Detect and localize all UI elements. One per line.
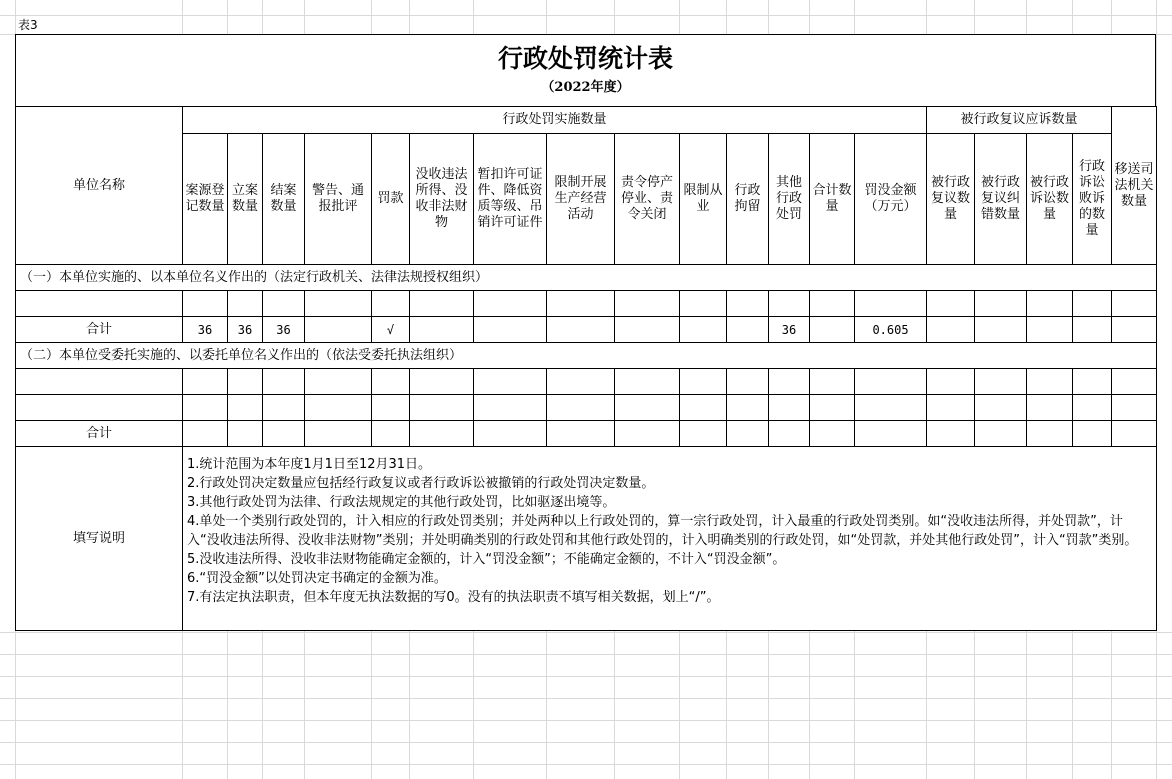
- total-label: 合计: [16, 317, 183, 343]
- column-header: 责令停产停业、责令关闭: [615, 134, 680, 265]
- column-header: 被行政复议纠错数量: [975, 134, 1027, 265]
- note-line: 5.没收违法所得、没收非法财物能确定金额的，计入“罚没金额”；不能确定金额的，不计入“罚没金额”。: [187, 552, 786, 567]
- total-value: [1073, 317, 1112, 343]
- total-value: [1027, 317, 1073, 343]
- column-header: 被行政复议数量: [927, 134, 975, 265]
- total-value: [547, 317, 615, 343]
- title-area: [15, 34, 1156, 106]
- page-title: 行政处罚统计表: [497, 44, 673, 73]
- note-line: 4.单处一个类别行政处罚的，计入相应的行政处罚类别；并处两种以上行政处罚的，算一宗行政处罚，计入最重的行政处罚类别。如“没收违法所得，并处罚款”，计入“没收违法所得、没收非法财物”类别；并处明确类别的行政处罚和其他行政处罚的，计入明确类别的行政处罚，如“处罚款，并处其他行政处罚”，计入“罚款”类别。: [187, 514, 1138, 548]
- page-subtitle: （2022年度）: [541, 80, 630, 95]
- total-label: 合计: [16, 421, 183, 447]
- note-line: 3.其他行政处罚为法律、行政法规规定的其他行政处罚，比如驱逐出境等。: [187, 495, 616, 510]
- note-line: 1.统计范围为本年度1月1日至12月31日。: [187, 457, 432, 472]
- notes-label: 填写说明: [16, 447, 183, 631]
- column-header: 警告、通报批评: [305, 134, 372, 265]
- note-line: 6.“罚没金额”以处罚决定书确定的金额为准。: [187, 571, 447, 586]
- section-1-total-row: [16, 317, 1157, 343]
- total-value: [410, 317, 474, 343]
- sheet-label: 表3: [18, 18, 38, 32]
- total-value: 36: [263, 317, 305, 343]
- statistics-table: [15, 106, 1157, 631]
- column-header: 立案数量: [228, 134, 263, 265]
- header-transfer: 移送司法机关数量: [1112, 107, 1157, 265]
- header-unit-name: 单位名称: [16, 107, 183, 265]
- header-group-review: 被行政复议应诉数量: [927, 107, 1112, 134]
- column-header: 行政拘留: [727, 134, 769, 265]
- table-row: [16, 291, 1157, 317]
- header-group-implementation: 行政处罚实施数量: [183, 107, 927, 134]
- section-2-label: （二）本单位受委托实施的、以委托单位名义作出的（依法受委托执法组织）: [16, 343, 1157, 369]
- column-header: 限制开展生产经营活动: [547, 134, 615, 265]
- column-header: 限制从业: [680, 134, 727, 265]
- total-value: [810, 317, 855, 343]
- column-header: 罚款: [372, 134, 410, 265]
- table-row: [16, 369, 1157, 395]
- column-header: 结案数量: [263, 134, 305, 265]
- total-value: [727, 317, 769, 343]
- total-value: [474, 317, 547, 343]
- note-line: 7.有法定执法职责，但本年度无执法数据的写0。没有的执法职责不填写相关数据，划上“/”。: [187, 590, 720, 605]
- note-line: 2.行政处罚决定数量应包括经行政复议或者行政诉讼被撤销的行政处罚决定数量。: [187, 476, 655, 491]
- column-header: 没收违法所得、没收非法财物: [410, 134, 474, 265]
- total-value: [615, 317, 680, 343]
- column-header: 案源登记数量: [183, 134, 228, 265]
- section-2-total-row: [16, 421, 1157, 447]
- total-value: 36: [769, 317, 810, 343]
- notes-content: [183, 447, 1157, 631]
- total-value: [680, 317, 727, 343]
- total-value: 36: [183, 317, 228, 343]
- total-value: 0.605: [855, 317, 927, 343]
- table-row: [16, 395, 1157, 421]
- total-value: [305, 317, 372, 343]
- total-value: √: [372, 317, 410, 343]
- column-header: 罚没金额（万元）: [855, 134, 927, 265]
- column-header: 被行政诉讼数量: [1027, 134, 1073, 265]
- section-1-label: （一）本单位实施的、以本单位名义作出的（法定行政机关、法律法规授权组织）: [16, 265, 1157, 291]
- column-header: 合计数量: [810, 134, 855, 265]
- total-value: [975, 317, 1027, 343]
- total-value: 36: [228, 317, 263, 343]
- column-header: 其他行政处罚: [769, 134, 810, 265]
- column-header: 暂扣许可证件、降低资质等级、吊销许可证件: [474, 134, 547, 265]
- total-value: [1112, 317, 1157, 343]
- column-header: 行政诉讼败诉的数量: [1073, 134, 1112, 265]
- total-value: [927, 317, 975, 343]
